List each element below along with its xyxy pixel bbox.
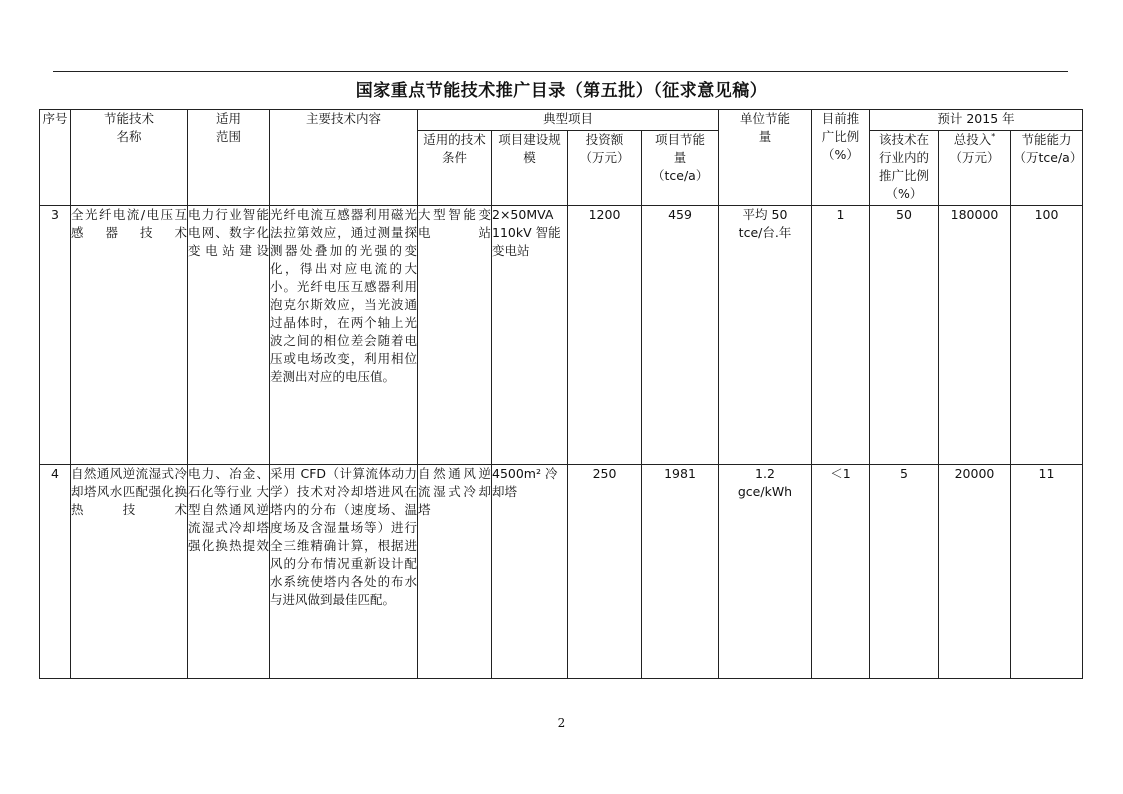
header-rule bbox=[53, 71, 1068, 72]
row-unit-saving: 1.2 gce/kWh bbox=[719, 465, 812, 679]
row-build-scale: 4500m² 冷却塔 bbox=[492, 465, 568, 679]
catalog-table bbox=[39, 109, 1083, 679]
page-number: 2 bbox=[557, 716, 566, 730]
header-unit-saving: 单位节能量 bbox=[719, 110, 812, 206]
row-industry-ratio: 50 bbox=[870, 206, 939, 465]
row-current-ratio: ＜1 bbox=[812, 465, 870, 679]
header-scope: 适用范围 bbox=[188, 110, 270, 206]
row-seq: 3 bbox=[40, 206, 71, 465]
row-scope: 电力、冶金、石化等行业 大型自然通风逆流湿式冷却塔强化换热提效 bbox=[188, 465, 270, 679]
page-title: 国家重点节能技术推广目录（第五批）（征求意见稿） bbox=[355, 81, 768, 101]
row-saving-capacity: 100 bbox=[1011, 206, 1083, 465]
row-project-saving: 459 bbox=[642, 206, 719, 465]
header-tech-name: 节能技术名称 bbox=[71, 110, 188, 206]
header-saving-capacity: 节能能力（万tce/a） bbox=[1011, 131, 1083, 206]
header-investment: 投资额（万元） bbox=[568, 131, 642, 206]
row-project-saving: 1981 bbox=[642, 465, 719, 679]
row-unit-saving: 平均 50 tce/台.年 bbox=[719, 206, 812, 465]
row-seq: 4 bbox=[40, 465, 71, 679]
row-saving-capacity: 11 bbox=[1011, 465, 1083, 679]
row-tech-name: 全光纤电流/电压互感器技术 bbox=[71, 206, 188, 465]
header-typical-project: 典型项目 bbox=[418, 110, 719, 131]
table-row bbox=[40, 206, 1083, 465]
row-total-investment: 180000 bbox=[939, 206, 1011, 465]
header-current-ratio: 目前推广比例（%） bbox=[812, 110, 870, 206]
row-tech-conditions: 自然通风逆流湿式冷却塔 bbox=[418, 465, 492, 679]
header-total-investment: 总投入* （万元） bbox=[939, 131, 1011, 206]
table-row bbox=[40, 465, 1083, 679]
header-industry-ratio: 该技术在行业内的推广比例（%） bbox=[870, 131, 939, 206]
header-forecast-2015: 预计 2015 年 bbox=[870, 110, 1083, 131]
header-tech-conditions: 适用的技术条件 bbox=[418, 131, 492, 206]
row-build-scale: 2×50MVA 110kV 智能变电站 bbox=[492, 206, 568, 465]
header-main-content: 主要技术内容 bbox=[270, 110, 418, 206]
row-total-investment: 20000 bbox=[939, 465, 1011, 679]
header-build-scale: 项目建设规模 bbox=[492, 131, 568, 206]
header-project-saving: 项目节能量（tce/a） bbox=[642, 131, 719, 206]
header-seq: 序号 bbox=[40, 110, 71, 206]
row-industry-ratio: 5 bbox=[870, 465, 939, 679]
row-current-ratio: 1 bbox=[812, 206, 870, 465]
row-investment: 250 bbox=[568, 465, 642, 679]
row-tech-conditions: 大型智能变电站 bbox=[418, 206, 492, 465]
row-main-content: 光纤电流互感器利用磁光法拉第效应，通过测量探测器处叠加的光强的变化，得出对应电流的大小。光纤电压互感器利用泡克尔斯效应，当光波通过晶体时，在两个轴上光波之间的相位差会随着电压或电场改变，利用相位差测出对应的电压值。 bbox=[270, 206, 418, 465]
footnote-mark: * bbox=[991, 131, 996, 141]
row-tech-name: 自然通风逆流湿式冷却塔风水匹配强化换热技术 bbox=[71, 465, 188, 679]
row-scope: 电力行业智能电网、数字化变电站建设 bbox=[188, 206, 270, 465]
row-investment: 1200 bbox=[568, 206, 642, 465]
row-main-content: 采用 CFD（计算流体动力学）技术对冷却塔进风在塔内的分布（速度场、温度场及含湿量场等）进行全三维精确计算，根据进风的分布情况重新设计配水系统使塔内各处的布水与进风做到最佳匹配。 bbox=[270, 465, 418, 679]
